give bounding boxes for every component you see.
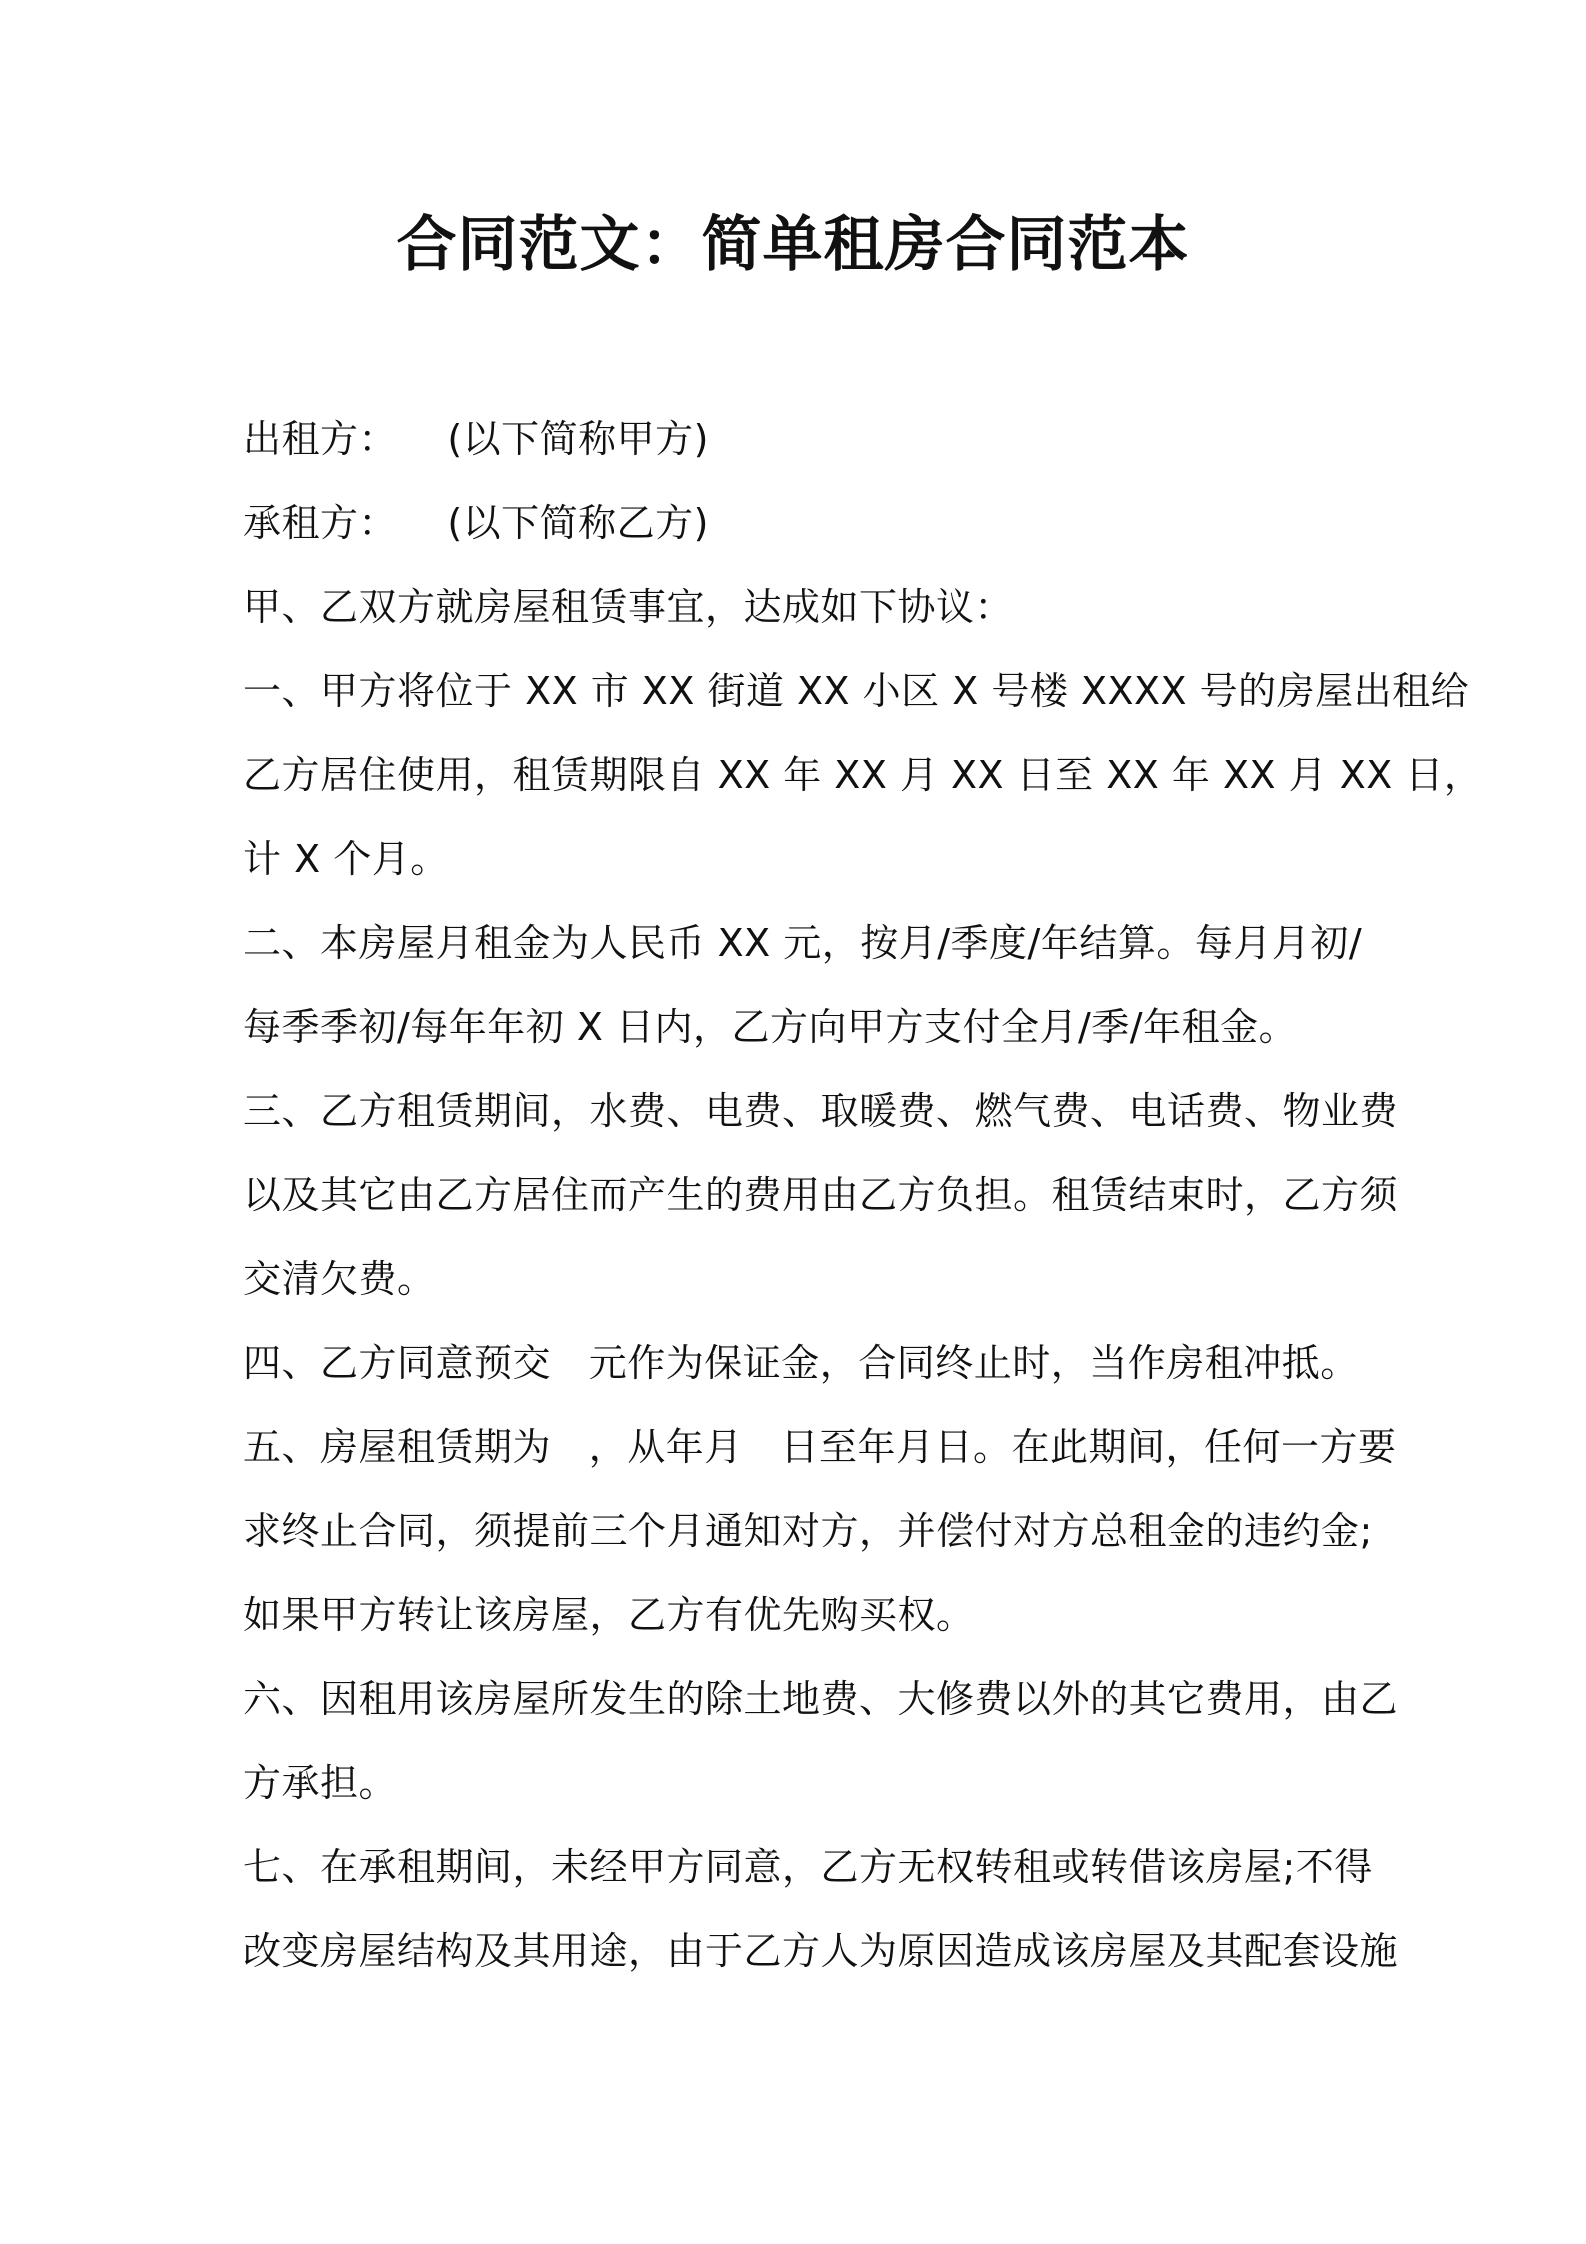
clause-3-line-3: 交清欠费。	[243, 1257, 436, 1301]
clause-2-line-1: 二、本房屋月租金为人民币 XX 元，按月/季度/年结算。每月月初/	[243, 921, 1363, 965]
clause-4-line-1: 四、乙方同意预交 元作为保证金，合同终止时，当作房租冲抵。	[243, 1341, 1359, 1385]
lessor-line: 出租方： (以下简称甲方)	[243, 417, 709, 461]
clause-6-line-1: 六、因租用该房屋所发生的除土地费、大修费以外的其它费用，由乙	[243, 1677, 1399, 1721]
clause-5-line-2: 求终止合同，须提前三个月通知对方，并偿付对方总租金的违约金;	[243, 1509, 1373, 1553]
clause-7-line-2: 改变房屋结构及其用途，由于乙方人为原因造成该房屋及其配套设施	[243, 1929, 1399, 1973]
clause-1-line-2: 乙方居住使用，租赁期限自 XX 年 XX 月 XX 日至 XX 年 XX 月 XX 日，	[243, 753, 1483, 797]
clause-3-line-2: 以及其它由乙方居住而产生的费用由乙方负担。租赁结束时，乙方须	[243, 1173, 1399, 1217]
lessee-line: 承租方： (以下简称乙方)	[243, 501, 709, 545]
clause-2-line-2: 每季季初/每年年初 X 日内，乙方向甲方支付全月/季/年租金。	[243, 1005, 1298, 1049]
clause-5-line-3: 如果甲方转让该房屋，乙方有优先购买权。	[243, 1593, 975, 1637]
clause-7-line-1: 七、在承租期间，未经甲方同意，乙方无权转租或转借该房屋;不得	[243, 1845, 1373, 1889]
document-title: 合同范文：简单租房合同范本	[396, 210, 1190, 280]
clause-1-line-1: 一、甲方将位于 XX 市 XX 街道 XX 小区 X 号楼 XXXX 号的房屋出租给	[243, 669, 1470, 713]
clause-3-line-1: 三、乙方租赁期间，水费、电费、取暖费、燃气费、电话费、物业费	[243, 1089, 1399, 1133]
document-body	[243, 397, 1483, 1993]
clause-6-line-2: 方承担。	[243, 1761, 398, 1805]
agreement-intro: 甲、乙双方就房屋租赁事宜，达成如下协议：	[243, 585, 1014, 629]
clause-1-line-3: 计 X 个月。	[243, 837, 449, 881]
clause-5-line-1: 五、房屋租赁期为 ，从年月 日至年月日。在此期间，任何一方要	[243, 1425, 1397, 1469]
